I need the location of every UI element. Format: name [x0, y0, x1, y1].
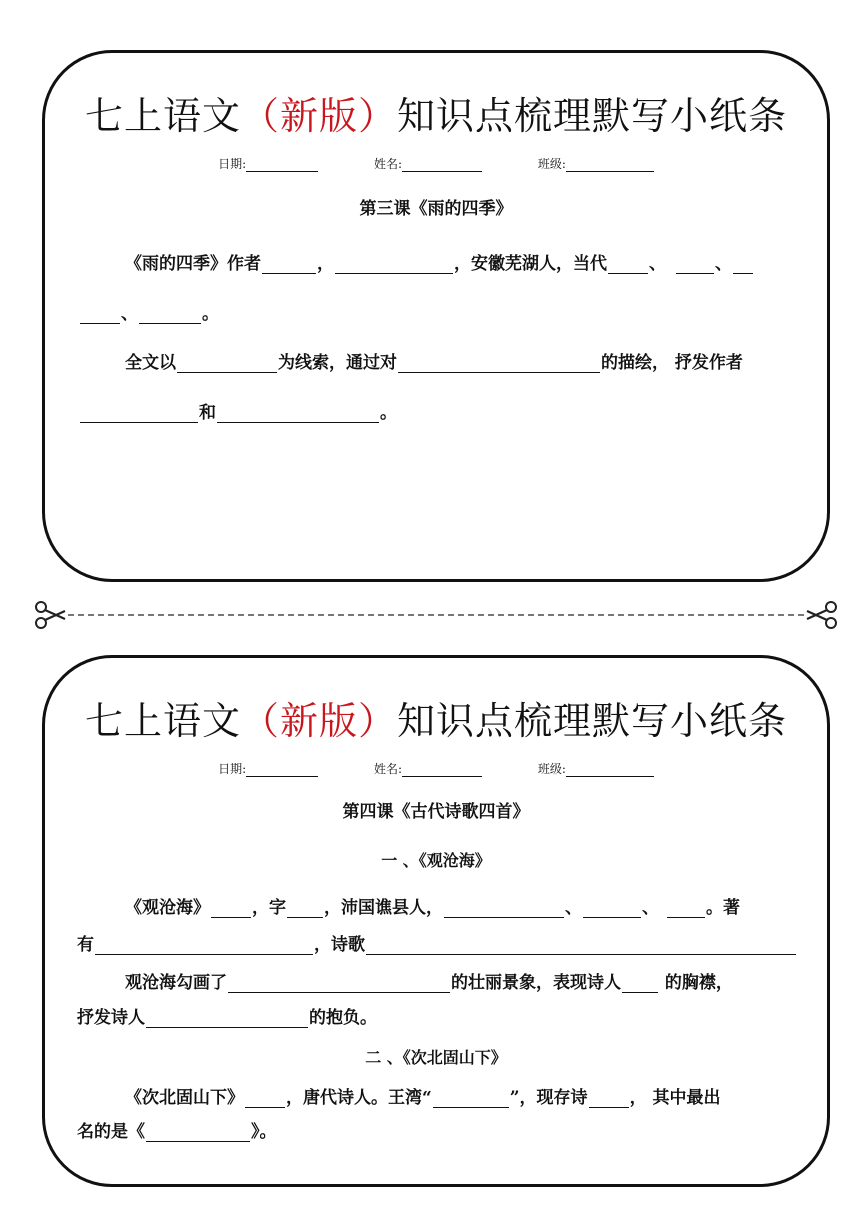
- class-label: 班级:: [537, 157, 566, 171]
- worksheet-card-2: [42, 655, 830, 1187]
- text-segment: 为线索，通过对: [278, 353, 397, 373]
- date-label: 日期:: [218, 157, 247, 171]
- text-line: [125, 968, 733, 993]
- name-label: 姓名:: [373, 762, 403, 776]
- answer-blank[interactable]: [335, 257, 453, 274]
- answer-blank[interactable]: [667, 901, 705, 918]
- answer-blank[interactable]: [217, 406, 379, 423]
- text-segment: ，字: [252, 898, 286, 918]
- answer-blank[interactable]: [139, 307, 201, 324]
- student-info-row: [45, 760, 827, 777]
- answer-blank[interactable]: [366, 938, 796, 955]
- text-segment: 的壮丽景象，表现诗人: [451, 973, 621, 993]
- date-blank[interactable]: [246, 159, 318, 172]
- worksheet-card-1: [42, 50, 830, 582]
- lesson-title: 第四课《古代诗歌四首》: [342, 802, 530, 822]
- answer-blank[interactable]: [245, 1091, 285, 1108]
- date-blank[interactable]: [246, 764, 318, 777]
- text-segment: 的抱负。: [309, 1008, 377, 1028]
- title-red-part: （新版）: [240, 699, 397, 743]
- text-line: [77, 1003, 377, 1028]
- text-segment: 《观沧海》: [125, 898, 210, 918]
- text-segment: 的描绘， 抒发作者: [601, 353, 743, 373]
- answer-blank[interactable]: [398, 356, 600, 373]
- answer-blank[interactable]: [146, 1125, 250, 1142]
- text-line: [125, 893, 740, 918]
- title-part-2: 知识点梳理默写小纸条: [397, 699, 788, 743]
- text-line: [79, 299, 219, 324]
- section-title: 一 、《观沧海》: [381, 851, 491, 870]
- text-line: [125, 1083, 720, 1108]
- text-segment: 《雨的四季》作者: [125, 254, 261, 274]
- answer-blank[interactable]: [177, 356, 277, 373]
- text-segment: 、: [642, 898, 659, 918]
- text-segment: ”，现存诗: [509, 1088, 588, 1108]
- text-segment: 观沧海勾画了: [125, 973, 227, 993]
- text-segment: ，诗歌: [314, 935, 365, 955]
- answer-blank[interactable]: [228, 976, 450, 993]
- text-segment: ， 其中最出: [629, 1088, 721, 1108]
- text-segment: 。: [380, 403, 397, 423]
- lesson-title: 第三课《雨的四季》: [359, 199, 513, 219]
- text-segment: 、: [121, 304, 138, 324]
- text-segment: 抒发诗人: [77, 1008, 145, 1028]
- text-segment: ，唐代诗人。王湾“: [286, 1088, 432, 1108]
- worksheet-title: [45, 85, 827, 140]
- answer-blank[interactable]: [80, 406, 198, 423]
- answer-blank[interactable]: [287, 901, 323, 918]
- class-label: 班级:: [537, 762, 566, 776]
- section-title: 二 、《次北固山下》: [365, 1048, 507, 1067]
- text-segment: ，沛国谯县人，: [324, 898, 443, 918]
- name-blank[interactable]: [402, 764, 482, 777]
- name-label: 姓名:: [373, 157, 403, 171]
- class-blank[interactable]: [566, 764, 654, 777]
- answer-blank[interactable]: [444, 901, 564, 918]
- text-segment: 、: [649, 254, 666, 274]
- scissors-icon: [806, 600, 838, 630]
- answer-blank[interactable]: [583, 901, 641, 918]
- text-segment: 《次北固山下》: [125, 1088, 244, 1108]
- text-segment: 。著: [706, 898, 740, 918]
- answer-blank[interactable]: [262, 257, 316, 274]
- text-segment: 全文以: [125, 353, 176, 373]
- text-line: [77, 1117, 277, 1142]
- text-segment: 和: [199, 403, 216, 423]
- answer-blank[interactable]: [95, 938, 313, 955]
- text-segment: 。: [202, 304, 219, 324]
- date-label: 日期:: [218, 762, 247, 776]
- text-segment: 、: [715, 254, 732, 274]
- text-line: [79, 398, 397, 423]
- answer-blank[interactable]: [589, 1091, 629, 1108]
- title-part-1: 七上语文: [84, 94, 241, 138]
- text-segment: 的胸襟，: [659, 973, 733, 993]
- text-segment: 》。: [251, 1122, 277, 1142]
- answer-blank[interactable]: [433, 1091, 509, 1108]
- name-blank[interactable]: [402, 159, 482, 172]
- worksheet-title: [45, 690, 827, 745]
- text-segment: 、: [565, 898, 582, 918]
- text-line: [77, 930, 797, 955]
- text-segment: 有: [77, 935, 94, 955]
- title-red-part: （新版）: [240, 94, 397, 138]
- scissors-icon: [34, 600, 66, 630]
- text-line: [125, 249, 754, 274]
- cut-line: [34, 600, 838, 630]
- title-part-1: 七上语文: [84, 699, 241, 743]
- student-info-row: [45, 155, 827, 172]
- answer-blank[interactable]: [80, 307, 120, 324]
- answer-blank[interactable]: [733, 257, 753, 274]
- title-part-2: 知识点梳理默写小纸条: [397, 94, 788, 138]
- text-segment: 名的是《: [77, 1122, 145, 1142]
- answer-blank[interactable]: [211, 901, 251, 918]
- answer-blank[interactable]: [608, 257, 648, 274]
- text-segment: ，安徽芜湖人，当代: [454, 254, 607, 274]
- dashed-divider: [68, 614, 804, 616]
- text-line: [125, 348, 743, 373]
- text-segment: ，: [317, 254, 334, 274]
- class-blank[interactable]: [566, 159, 654, 172]
- answer-blank[interactable]: [146, 1011, 308, 1028]
- answer-blank[interactable]: [676, 257, 714, 274]
- answer-blank[interactable]: [622, 976, 658, 993]
